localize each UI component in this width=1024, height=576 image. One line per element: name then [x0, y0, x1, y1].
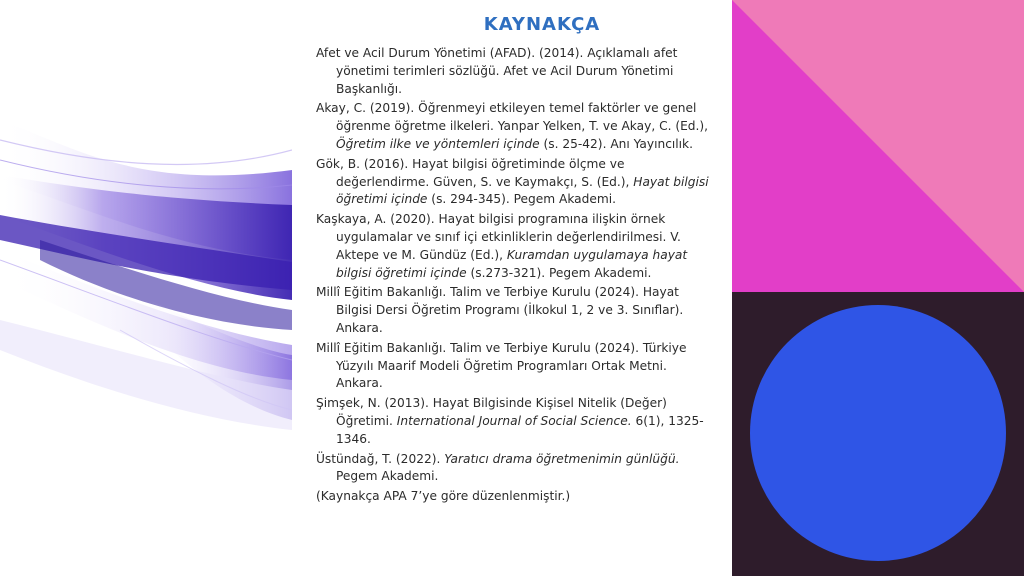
- reference-entry: [316, 395, 716, 448]
- page-title: KAYNAKÇA: [483, 14, 601, 35]
- reference-entry: [316, 211, 716, 282]
- reference-italic-title: Hayat bilgisi öğretimi içinde: [336, 174, 709, 207]
- reference-text: Kaşkaya, A. (2020). Hayat bilgisi programına ilişkin örnek uygulamalar ve sınıf içi etkinliklerin değerlendirilmesi. V. Aktepe ve M. Gündüz (Ed.),: [316, 212, 681, 262]
- reference-italic-title: Kuramdan uygulamaya hayat bilgisi öğretimi içinde: [336, 247, 688, 280]
- reference-text-end: (s. 294-345). Pegem Akademi.: [427, 192, 616, 207]
- purple-wave-graphic: [0, 0, 292, 576]
- reference-text: Üstündağ, T. (2022).: [316, 451, 445, 466]
- references-content: [316, 14, 716, 506]
- reference-text: Gök, B. (2016). Hayat bilgisi öğretiminde ölçme ve değerlendirme. Güven, S. ve Kaymakçı, S. (Ed.),: [316, 156, 634, 189]
- geometric-shapes: [732, 0, 1024, 576]
- reference-text: Afet ve Acil Durum Yönetimi (AFAD). (2014). Açıklamalı afet yönetimi terimleri sözlüğü. Afet ve Acil Durum Yönetimi Başkanlığı.: [316, 46, 678, 96]
- reference-text: Akay, C. (2019). Öğrenmeyi etkileyen temel faktörler ve genel öğrenme öğretme ilkeleri. Yanpar Yelken, T. ve Akay, C. (Ed.),: [316, 101, 709, 134]
- citation-style-note: (Kaynakça APA 7’ye göre düzenlenmiştir.): [316, 489, 571, 504]
- reference-text: Millî Eğitim Bakanlığı. Talim ve Terbiye Kurulu (2024). Türkiye Yüzyılı Maarif Modeli Öğretim Programları Ortak Metni. Ankara.: [316, 340, 687, 391]
- reference-text: Millî Eğitim Bakanlığı. Talim ve Terbiye Kurulu (2024). Hayat Bilgisi Dersi Öğretim Programı (İlkokul 1, 2 ve 3. Sınıflar). Ankara.: [316, 285, 684, 335]
- reference-entry: [316, 156, 716, 209]
- reference-list: [316, 45, 716, 486]
- decorative-geometric-panel: [732, 0, 1024, 576]
- reference-entry: [316, 451, 716, 487]
- reference-text: Şimşek, N. (2013). Hayat Bilgisinde Kişisel Nitelik (Değer) Öğretimi.: [316, 396, 667, 428]
- reference-entry: [316, 340, 716, 393]
- reference-entry: [316, 45, 716, 98]
- reference-italic-title: Yaratıcı drama öğretmenimin günlüğü.: [444, 451, 680, 466]
- reference-text-end: Pegem Akademi.: [336, 469, 439, 484]
- blue-circle: [750, 305, 1006, 561]
- reference-italic-title: Öğretim ilke ve yöntemleri içinde: [336, 136, 540, 151]
- reference-entry: [316, 284, 716, 337]
- reference-text-end: 6(1), 1325-1346.: [336, 413, 704, 446]
- reference-italic-title: International Journal of Social Science.: [396, 413, 632, 428]
- reference-text-end: (s.273-321). Pegem Akademi.: [466, 265, 652, 280]
- reference-text-end: (s. 25-42). Anı Yayıncılık.: [539, 136, 693, 151]
- reference-entry: [316, 100, 716, 153]
- decorative-wave-panel: [0, 0, 292, 576]
